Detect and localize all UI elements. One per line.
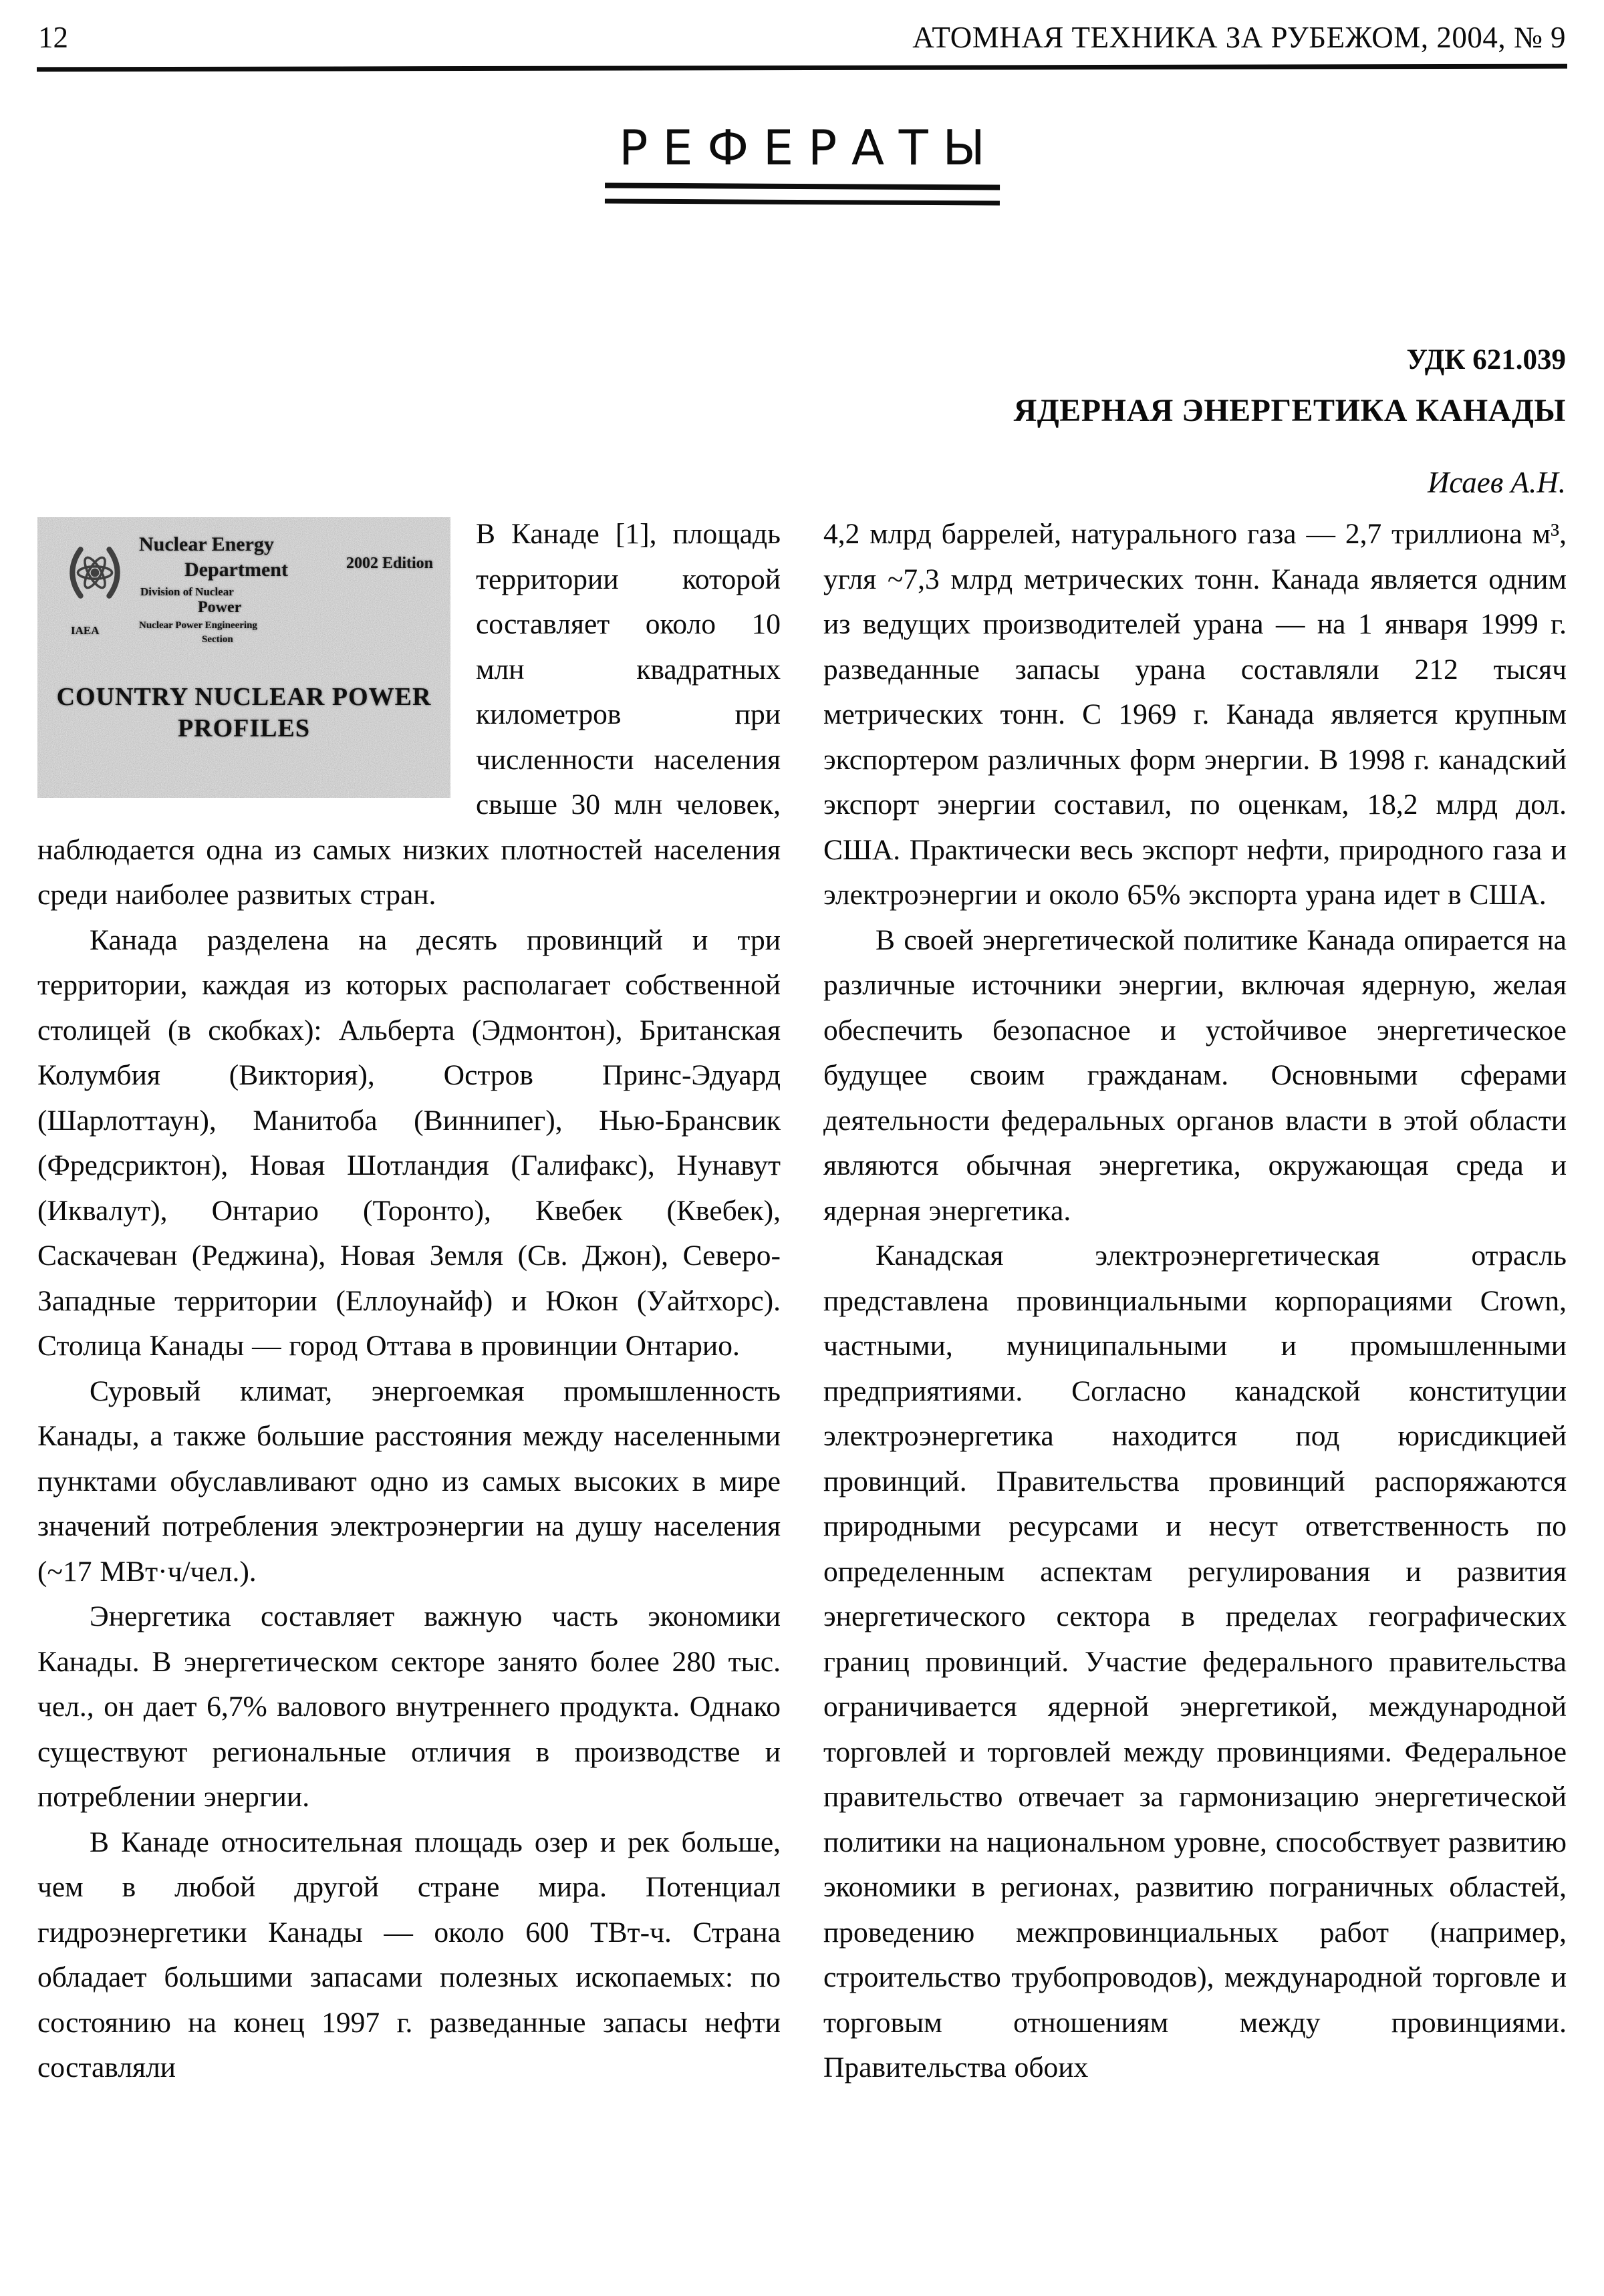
cover-edition: 2002 Edition	[346, 555, 433, 572]
section-title-double-rule	[604, 182, 999, 205]
paragraph: 4,2 млрд баррелей, натурального газа — 2,7 триллиона м³, угля ~7,3 млрд метрических тонн. Канада является одним из ведущих производителей урана — на 1 января 1999 г. разведанные запасы урана составляли 212 тысяч метрических тонн. С 1969 г. Канада является крупным экспортером различных форм энергии. В 1998 г. канадский экспорт энергии составил, по оценкам, 18,2 млрд дол. США. Практически весь экспорт нефти, природного газа и электроэнергии и около 65% экспорта урана идет в США.	[823, 518, 1567, 911]
right-column	[823, 512, 1567, 2091]
article-body	[0, 512, 1604, 2091]
journal-title: АТОМНАЯ ТЕХНИКА ЗА РУБЕЖОМ, 2004, № 9	[912, 21, 1566, 54]
cover-dept-line1: Nuclear Energy	[139, 533, 274, 555]
paragraph: Канада разделена на десять провинций и три территории, каждая из которых располагает собственной столицей (в скобках): Альберта (Эдмонтон), Британская Колумбия (Виктория), Остров Принс-Эдуард (Шарлоттаун), Манитоба (Виннипег), Нью-Брансвик (Фредсриктон), Новая Шотландия (Галифакс), Нунавут (Иквалут), Онтарио (Торонто), Квебек (Квебек), Саскачеван (Реджина), Новая Земля (Св. Джон), Северо-Западные территории (Еллоунайф) и Юкон (Уайтхорс). Столица Канады — город Оттава в провинции Онтарио.	[37, 923, 781, 1362]
paragraph: В Канаде относительная площадь озер и рек больше, чем в любой другой стране мира. Потенциал гидроэнергетики Канады — около 600 ТВт-ч. Страна обладает большими запасами полезных ископаемых: по состоянию на конец 1997 г. разведанные запасы нефти составляли	[37, 1826, 781, 2084]
iaea-logo-icon	[64, 539, 126, 607]
article-meta	[0, 343, 1604, 500]
article-author: Исаев А.Н.	[1427, 466, 1566, 499]
paragraph: В своей энергетической политике Канада опирается на различные источники энергии, включая ядерную, желая обеспечить безопасное и устойчивое энергетическое будущее своим гражданам. Основными сферами деятельности федеральных органов власти в этой области являются обычная энергетика, окружающая среда и ядерная энергетика.	[823, 923, 1567, 1227]
book-cover-scan	[37, 517, 450, 798]
article-title: ЯДЕРНАЯ ЭНЕРГЕТИКА КАНАДЫ	[1013, 393, 1566, 428]
cover-division-line1: Division of Nuclear	[140, 585, 234, 598]
cover-section-line2: Section	[202, 634, 233, 645]
cover-title	[37, 682, 450, 744]
paragraph: Энергетика составляет важную часть экономики Канады. В энергетическом секторе занято более 280 тыс. чел., он дает 6,7% валового внутреннего продукта. Однако существуют региональные отличия в производстве и потреблении энергии.	[37, 1600, 781, 1813]
section-title: РЕФЕРАТЫ	[619, 120, 1000, 176]
left-column	[37, 512, 781, 2091]
cover-agency: IAEA	[71, 624, 100, 637]
paragraph: Суровый климат, энергоемкая промышленность Канады, а также большие расстояния между населенными пунктами обуславливают одно из самых высоких в мире значений потребления электроэнергии на душу населения (~17 МВт·ч/чел.).	[37, 1375, 781, 1588]
page-header	[0, 0, 1604, 55]
section-heading-area	[0, 120, 1604, 204]
cover-title-line1: COUNTRY NUCLEAR POWER	[56, 683, 432, 711]
cover-title-line2: PROFILES	[177, 714, 311, 742]
cover-section-line1: Nuclear Power Engineering	[139, 620, 257, 631]
paragraph: В Канаде [1], площадь территории которой составляет около 10 млн квадратных километров при численности населения свыше 30 млн человек, наблюдается одна из самых низких плотностей населения среди наиболее развитых стран.	[37, 518, 781, 911]
section-heading-block	[605, 120, 1000, 204]
cover-division-line2: Power	[198, 599, 242, 616]
page-number: 12	[38, 21, 68, 54]
paragraph: Канадская электроэнергетическая отрасль представлена провинциальными корпорациями Crown, частными, муниципальными и промышленными предприятиями. Согласно канадской конституции электроэнергетика находится под юрисдикцией провинций. Правительства провинций распоряжаются природными ресурсами и несут ответственность по определенным аспектам регулирования и развития энергетического сектора в пределах географических границ провинций. Участие федерального правительства ограничивается ядерной энергетикой, международной торговлей и торговлей между провинциями. Федеральное правительство отвечает за гармонизацию энергетической политики на национальном уровне, способствует развитию экономики в регионах, развитию пограничных областей, проведению межпровинциальных работ (например, строительство трубопроводов), международной торговле и торговым отношениям между провинциями. Правительства обоих	[823, 1240, 1567, 2084]
cover-dept-line2: Department	[184, 559, 288, 581]
header-rule	[37, 64, 1567, 72]
udc-code: УДК 621.039	[1406, 344, 1566, 376]
